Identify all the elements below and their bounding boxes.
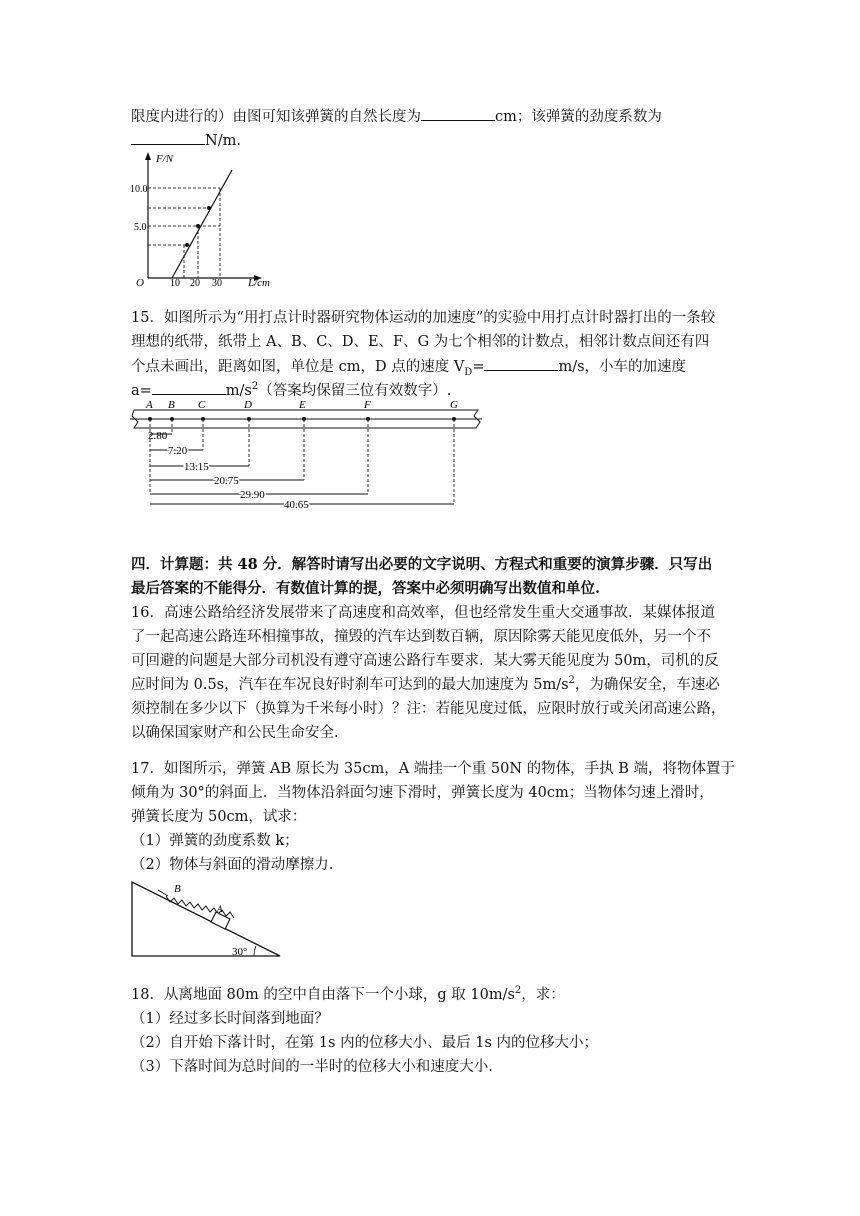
q15-eq: = (472, 359, 485, 375)
tape-label-a: A (146, 399, 153, 411)
tape-dist-ae: 20.75 (214, 475, 239, 487)
q16-line2: 了一起高速公路连环相撞事故，撞毁的汽车达到数百辆，原因除雾天能见度低外，另一个不 (131, 629, 711, 645)
tape-label-d: D (244, 399, 252, 411)
q18-sup: 2 (514, 985, 522, 997)
graph-xlabel: L/cm (248, 277, 270, 288)
q15-note: （答案均保留三位有效数字）. (258, 383, 452, 399)
section4-heading-line2: 最后答案的不能得分．有数值计算的提，答案中必须明确写出数值和单位. (131, 580, 601, 597)
q15-sub-d: D (464, 366, 473, 378)
tape-label-b: B (168, 399, 175, 411)
answer-blank-velocity-d[interactable] (484, 354, 558, 371)
q17-item2: （2）物体与斜面的滑动摩擦力. (131, 857, 334, 873)
q15-a-eq: a= (131, 383, 152, 399)
tape-dist-ad: 13.15 (184, 461, 209, 473)
section4-heading-line1: 四．计算题：共 48 分．解答时请写出必要的文字说明、方程式和重要的演算步骤．只写出 (131, 556, 713, 573)
tape-dist-af: 29.90 (240, 489, 265, 501)
tape-label-g: G (450, 399, 458, 411)
q18-text-b: ，求： (521, 987, 565, 1003)
graph-xtick-10: 10 (170, 278, 180, 288)
tape-label-f: F (364, 399, 371, 411)
q17-line1: 17．如图所示，弹簧 AB 原长为 35cm，A 端挂一个重 50N 的物体，手执 B 端，将物体置于 (131, 761, 736, 777)
graph-ytick-5: 5.0 (134, 222, 147, 233)
incline-label-b: B (174, 883, 181, 895)
q18-line1 (131, 983, 731, 1007)
incline-spring-figure (128, 876, 288, 960)
q18-text-a: 18．从离地面 80m 的空中自由落下一个小球，g 取 10m/s (131, 987, 515, 1003)
ticker-tape-figure (128, 398, 488, 510)
q14-text-a: 限度内进行的）由图可知该弹簧的自然长度为 (131, 109, 421, 125)
q17-line3: 弹簧长度为 50cm，试求： (131, 809, 307, 825)
q16-line6: 以确保国家财产和公民生命安全. (131, 725, 339, 741)
q15-line1: 15．如图所示为“用打点计时器研究物体运动的加速度”的实验中用打点计时器打出的一条较 (131, 310, 716, 326)
tape-dist-ag: 40.65 (284, 499, 309, 510)
force-length-graph (128, 148, 288, 288)
tape-dist-ab: 2.80 (148, 430, 168, 442)
q16-line1: 16．高速公路给经济发展带来了高速度和高效率，但也经常发生重大交通事故．某媒体报道 (131, 605, 715, 621)
q15-unit: m/s (225, 383, 252, 399)
tape-label-e: E (299, 399, 306, 411)
q17-item1: （1）弹簧的劲度系数 k； (131, 833, 299, 849)
q14-text-b: cm；该弹簧的劲度系数为 (495, 109, 662, 125)
q18-item2: （2）自开始下落计时，在第 1s 内的位移大小、最后 1s 内的位移大小； (131, 1035, 598, 1051)
tape-label-c: C (198, 399, 206, 411)
graph-xtick-30: 30 (212, 278, 222, 288)
answer-blank-natural-length[interactable] (421, 104, 495, 121)
answer-blank-spring-constant[interactable] (131, 128, 205, 145)
q15-text-vd: 个点未画出，距离如图，单位是 cm，D 点的速度 V (131, 359, 465, 375)
graph-xtick-20: 20 (190, 278, 200, 288)
q15-line3 (131, 354, 731, 379)
q16-sup: 2 (568, 675, 575, 687)
q15-unit-sup: 2 (251, 381, 259, 393)
q16-text-b: ，为确保安全，车速必 (574, 677, 720, 693)
q14-line1 (131, 104, 731, 129)
q16-line3: 可回避的问题是大部分司机没有遵守高速公路行车要求．某大雾天能见度为 50m，司机的反 (131, 653, 719, 669)
incline-label-a: A (217, 904, 223, 914)
q15-line2: 理想的纸带，纸带上 A、B、C、D、E、F、G 为七个相邻的计数点，相邻计数点间还有四 (131, 334, 710, 350)
q18-item3: （3）下落时间为总时间的一半时的位移大小和速度大小. (131, 1059, 493, 1075)
graph-ytick-10: 10.0 (130, 184, 148, 195)
graph-origin: O (136, 277, 144, 288)
q16-text-a: 应时间为 0.5s，汽车在车况良好时刹车可达到的最大加速度为 5m/s (131, 677, 569, 693)
incline-angle: 30° (232, 946, 248, 958)
q16-line4 (131, 673, 731, 697)
q18-item1: （1）经过多长时间落到地面？ (131, 1011, 329, 1027)
answer-blank-acceleration[interactable] (152, 378, 226, 395)
graph-ylabel: F/N (156, 153, 174, 165)
tape-dist-ac: 7.20 (168, 445, 188, 457)
q17-line2: 倾角为 30°的斜面上．当物体沿斜面匀速下滑时，弹簧长度为 40cm；当物体匀速上滑时， (131, 785, 714, 801)
q15-text-accel: m/s，小车的加速度 (558, 359, 687, 375)
q14-unit: N/m. (205, 133, 241, 149)
q16-line5: 须控制在多少以下（换算为千米每小时）？注：若能见度过低，应限时放行或关闭高速公路， (131, 701, 726, 717)
